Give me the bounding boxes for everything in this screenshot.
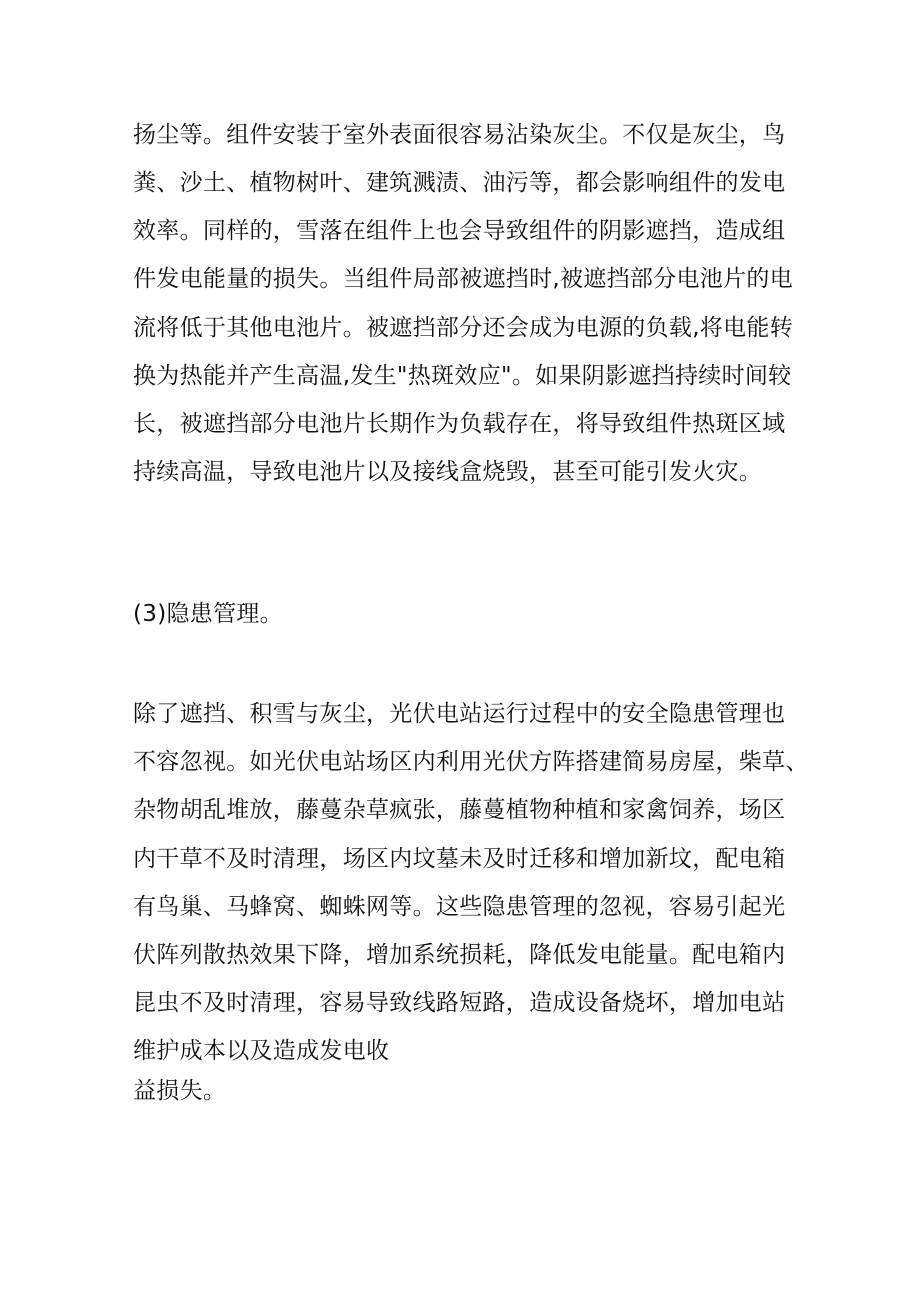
paragraph-2-line: 维护成本以及造成发电收 — [133, 1038, 390, 1064]
paragraph-2-line: 内干草不及时清理，场区内坟墓未及时迁移和增加新坟，配电箱 — [133, 846, 786, 872]
paragraph-1-line: 长，被遮挡部分电池片长期作为负载存在，将导致组件热斑区域 — [133, 411, 786, 437]
paragraph-2-line: 有鸟巢、马蜂窝、蜘蛛网等。这些隐患管理的忽视，容易引起光 — [133, 894, 786, 920]
paragraph-1-line: 扬尘等。组件安装于室外表面很容易沾染灰尘。不仅是灰尘，鸟 — [133, 122, 786, 148]
section-heading: (3)隐患管理。 — [133, 601, 283, 627]
paragraph-2-line: 益损失。 — [133, 1078, 227, 1104]
paragraph-2-line: 杂物胡乱堆放，藤蔓杂草疯张，藤蔓植物种植和家禽饲养，场区 — [133, 797, 786, 823]
paragraph-2-line: 伏阵列散热效果下降，增加系统损耗，降低发电能量。配电箱内 — [133, 942, 786, 968]
paragraph-2-line: 除了遮挡、积雪与灰尘，光伏电站运行过程中的安全隐患管理也 — [133, 701, 786, 727]
paragraph-1-line: 件发电能量的损失。当组件局部被遮挡时,被遮挡部分电池片的电 — [133, 266, 794, 292]
paragraph-1-line: 换为热能并产生高温,发生"热斑效应"。如果阴影遮挡持续时间较 — [133, 363, 792, 389]
paragraph-2-line: 不容忽视。如光伏电站场区内利用光伏方阵搭建简易房屋，柴草、 — [133, 749, 809, 775]
paragraph-1-line: 粪、沙土、植物树叶、建筑溅渍、油污等，都会影响组件的发电 — [133, 170, 786, 196]
paragraph-1-line: 持续高温，导致电池片以及接线盒烧毁，甚至可能引发火灾。 — [133, 459, 763, 485]
paragraph-2-line: 昆虫不及时清理，容易导致线路短路，造成设备烧坏，增加电站 — [133, 990, 786, 1016]
paragraph-1-line: 流将低于其他电池片。被遮挡部分还会成为电源的负载,将电能转 — [133, 315, 794, 341]
paragraph-1-line: 效率。同样的，雪落在组件上也会导致组件的阴影遮挡，造成组 — [133, 218, 786, 244]
